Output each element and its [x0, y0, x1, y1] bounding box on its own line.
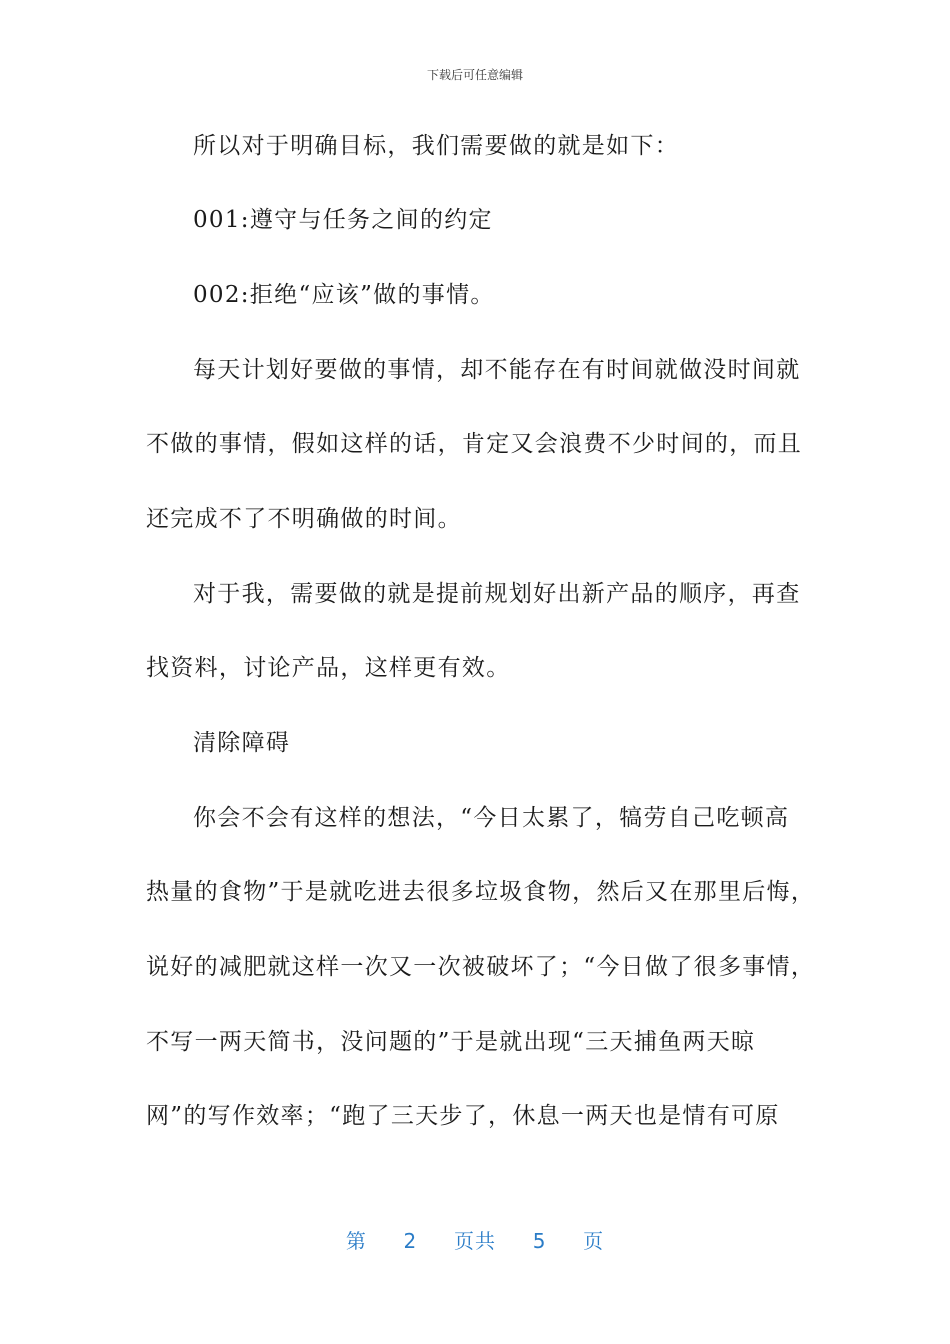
body-line-14: 网”的写作效率；“跑了三天步了，休息一两天也是情有可原 [146, 1103, 780, 1129]
footer-page-suffix: 页 [583, 1229, 605, 1253]
footer-page-number: 2 [403, 1229, 418, 1253]
body-line-5: 不做的事情，假如这样的话，肯定又会浪费不少时间的，而且 [146, 431, 803, 457]
body-line-6: 还完成不了不明确做的时间。 [146, 506, 462, 532]
body-line-12: 说好的减肥就这样一次又一次被破坏了；“今日做了很多事情， [146, 954, 816, 980]
footer-page-prefix: 第 [345, 1229, 367, 1253]
body-line-4: 每天计划好要做的事情，却不能存在有时间就做没时间就 [193, 357, 801, 383]
section-heading: 清除障碍 [193, 730, 291, 756]
footer-page-middle: 页共 [454, 1229, 496, 1253]
body-line-1: 所以对于明确目标，我们需要做的就是如下： [193, 133, 679, 159]
body-line-10: 你会不会有这样的想法，“今日太累了，犒劳自己吃顿高 [193, 805, 790, 831]
body-line-3: 002:拒绝“应该”做的事情。 [193, 282, 495, 308]
page-footer [0, 1225, 950, 1254]
footer-total-pages: 5 [532, 1229, 547, 1253]
page-header: 下载后可任意编辑 [426, 68, 523, 82]
body-line-13: 不写一两天简书，没问题的”于是就出现“三天捕鱼两天晾 [146, 1029, 756, 1055]
body-line-2: 001:遵守与任务之间的约定 [193, 207, 493, 233]
body-line-7: 对于我，需要做的就是提前规划好出新产品的顺序，再查 [193, 581, 801, 607]
body-line-8: 找资料，讨论产品，这样更有效。 [146, 655, 511, 681]
body-line-11: 热量的食物”于是就吃进去很多垃圾食物，然后又在那里后悔， [146, 879, 816, 905]
